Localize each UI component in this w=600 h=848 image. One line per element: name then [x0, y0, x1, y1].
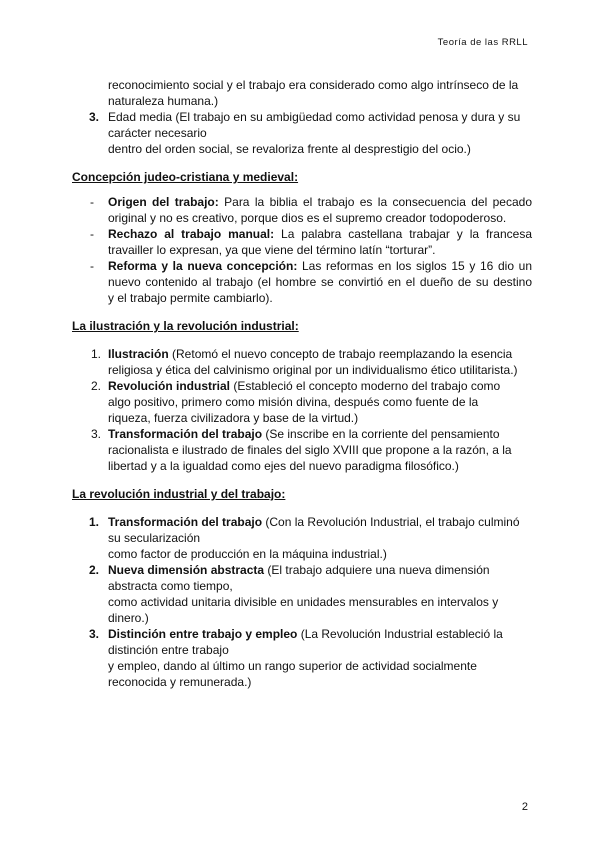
list-marker: 3. — [89, 110, 100, 124]
list-marker: 2. — [91, 379, 102, 393]
list-marker: - — [90, 259, 94, 273]
item-title: Nueva dimensión abstracta — [108, 563, 265, 577]
paragraph-line — [72, 378, 532, 394]
section-heading-judeo-cristiana: Concepción judeo-cristiana y medieval: — [72, 170, 299, 184]
paragraph-line: distinción entre trabajo — [108, 643, 229, 657]
paragraph-line: travailler lo expresan, ya que viene del término latín “torturar”. — [108, 243, 436, 257]
paragraph-line: y el trabajo permite cambiarlo). — [108, 291, 273, 305]
paragraph-line: riqueza, fuerza civilizadora y base de la virtud.) — [108, 411, 359, 425]
list-item — [72, 514, 532, 562]
intro-continuation — [72, 77, 532, 109]
list-marker: 3. — [89, 627, 100, 641]
list-item — [72, 194, 532, 226]
item-title: Transformación del trabajo — [108, 515, 263, 529]
list-item — [72, 426, 532, 474]
paragraph-line — [72, 258, 532, 274]
item-title: Origen del trabajo: — [108, 195, 219, 209]
item-title: Reforma y la nueva concepción: — [108, 259, 298, 273]
list-marker: 1. — [89, 515, 100, 529]
paragraph-line — [72, 226, 532, 242]
paragraph-line: su secularización — [108, 531, 201, 545]
item-text: (La Revolución Industrial estableció la — [297, 627, 503, 641]
paragraph-line — [72, 514, 532, 530]
paragraph-line: y empleo, dando al último un rango superior de actividad socialmente — [108, 659, 477, 673]
paragraph-line: naturaleza humana.) — [108, 94, 219, 108]
page-number: 2 — [521, 801, 528, 813]
paragraph-line — [72, 426, 532, 442]
paragraph-line: como factor de producción en la máquina industrial.) — [108, 547, 387, 561]
paragraph-line: como actividad unitaria divisible en unidades mensurables en intervalos y — [108, 595, 499, 609]
item-text: (Con la Revolución Industrial, el trabajo culminó — [262, 515, 520, 529]
paragraph-line: abstracta como tiempo, — [108, 579, 233, 593]
section-heading-ilustracion: La ilustración y la revolución industrial: — [72, 319, 299, 333]
paragraph-line — [72, 562, 532, 578]
item-text: Para la biblia el trabajo es la consecuencia del pecado — [218, 195, 533, 209]
paragraph-line: nuevo contenido al trabajo (el hombre se convirtió en el dueño de su destino — [108, 275, 532, 289]
list-item — [72, 378, 532, 426]
item-text: (Estableció el concepto moderno del trabajo como — [230, 379, 501, 393]
item-text: La palabra castellana trabajar y la francesa — [274, 227, 532, 241]
item-title: Transformación del trabajo — [108, 427, 263, 441]
section-heading-revolucion: La revolución industrial y del trabajo: — [72, 487, 286, 501]
list-item — [72, 258, 532, 306]
list-marker: - — [90, 195, 94, 209]
page-content — [72, 77, 532, 690]
paragraph-line: religiosa y ética del calvinismo original por un individualismo ético utilitarista.) — [108, 363, 518, 377]
list-marker: - — [90, 227, 94, 241]
item-text: (El trabajo adquiere una nueva dimensión — [264, 563, 490, 577]
paragraph-line: dentro del orden social, se revaloriza frente al desprestigio del ocio.) — [108, 142, 471, 156]
paragraph-line: libertad y a la igualdad como ejes del nuevo paradigma filosófico.) — [108, 459, 459, 473]
list-item — [72, 226, 532, 258]
paragraph-line: Edad media (El trabajo en su ambigüedad como actividad penosa y dura y su — [108, 110, 521, 124]
paragraph-line — [72, 346, 532, 362]
item-text: (Se inscribe en la corriente del pensamiento — [262, 427, 500, 441]
list-item — [72, 562, 532, 626]
paragraph-line: reconocimiento social y el trabajo era considerado como algo intrínseco de la — [108, 78, 519, 92]
list-item-edad-media — [72, 109, 532, 157]
list-item — [72, 626, 532, 690]
item-title: Revolución industrial — [108, 379, 231, 393]
item-title: Rechazo al trabajo manual: — [108, 227, 275, 241]
paragraph-line: original y no es creativo, porque dios es el supremo creador todopoderoso. — [108, 211, 507, 225]
paragraph-line: racionalista e ilustrado de finales del siglo XVIII que propone a la razón, a la — [108, 443, 512, 457]
paragraph-line: carácter necesario — [108, 126, 207, 140]
paragraph-line: dinero.) — [108, 611, 149, 625]
list-item — [72, 346, 532, 378]
item-text: (Retomó el nuevo concepto de trabajo reemplazando la esencia — [168, 347, 513, 361]
item-title: Ilustración — [108, 347, 169, 361]
item-title: Distinción entre trabajo y empleo — [108, 627, 298, 641]
paragraph-line: algo positivo, primero como misión divina, después como fuente de la — [108, 395, 479, 409]
item-text: Las reformas en los siglos 15 y 16 dio un — [297, 259, 532, 273]
list-marker: 2. — [89, 563, 100, 577]
running-header: Teoría de las RRLL — [437, 37, 528, 48]
paragraph-line: reconocida y remunerada.) — [108, 675, 252, 689]
list-marker: 3. — [91, 427, 102, 441]
paragraph-line — [72, 626, 532, 642]
paragraph-line — [72, 194, 532, 210]
list-marker: 1. — [91, 347, 102, 361]
